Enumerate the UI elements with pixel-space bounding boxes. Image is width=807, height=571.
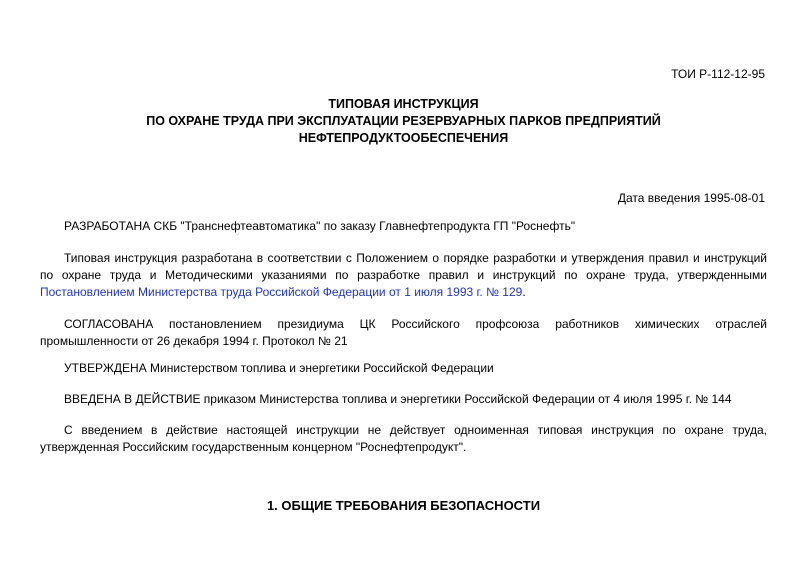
- approved-paragraph: УТВЕРЖДЕНА Министерством топлива и энергетики Российской Федерации: [64, 361, 494, 375]
- introduction-date: Дата введения 1995-08-01: [617, 191, 765, 205]
- basis-paragraph: [40, 250, 767, 301]
- superseded-paragraph: С введением в действие настоящей инструкции не действует одноименная типовая инструкция по охране труда, утвержденная Российским государственным концерном "Роснефтепродукт".: [40, 423, 767, 454]
- developed-by-paragraph: РАЗРАБОТАНА СКБ "Транснефтеавтоматика" по заказу Главнефтепродукта ГП "Роснефть": [64, 219, 576, 233]
- basis-end: .: [522, 285, 526, 299]
- agreed-paragraph: СОГЛАСОВАНА постановлением президиума ЦК Российского профсоюза работников химических отраслей промышленности от 26 декабря 1994 г. Протокол № 21: [40, 317, 767, 348]
- title-line-1: ТИПОВАЯ ИНСТРУКЦИЯ: [328, 97, 479, 111]
- document-code: ТОИ Р-112-12-95: [671, 67, 765, 81]
- title-line-2: ПО ОХРАНЕ ТРУДА ПРИ ЭКСПЛУАТАЦИИ РЕЗЕРВУАРНЫХ ПАРКОВ ПРЕДПРИЯТИЙ: [146, 114, 661, 128]
- basis-text: Типовая инструкция разработана в соответствии с Положением о порядке разработки и утверждения правил и инструкций по охране труда и Методическими указаниями по разработке правил и инструкций по охране труда, утвержденными: [40, 251, 767, 282]
- document-title: [40, 96, 767, 147]
- title-line-3: НЕФТЕПРОДУКТООБЕСПЕЧЕНИЯ: [298, 131, 509, 145]
- section-heading: 1. ОБЩИЕ ТРЕБОВАНИЯ БЕЗОПАСНОСТИ: [266, 498, 541, 513]
- ministry-resolution-link[interactable]: Постановлением Министерства труда Российской Федерации от 1 июля 1993 г. № 129: [40, 285, 523, 299]
- enacted-paragraph: ВВЕДЕНА В ДЕЙСТВИЕ приказом Министерства топлива и энергетики Российской Федерации от 4 июля 1995 г. № 144: [64, 392, 732, 406]
